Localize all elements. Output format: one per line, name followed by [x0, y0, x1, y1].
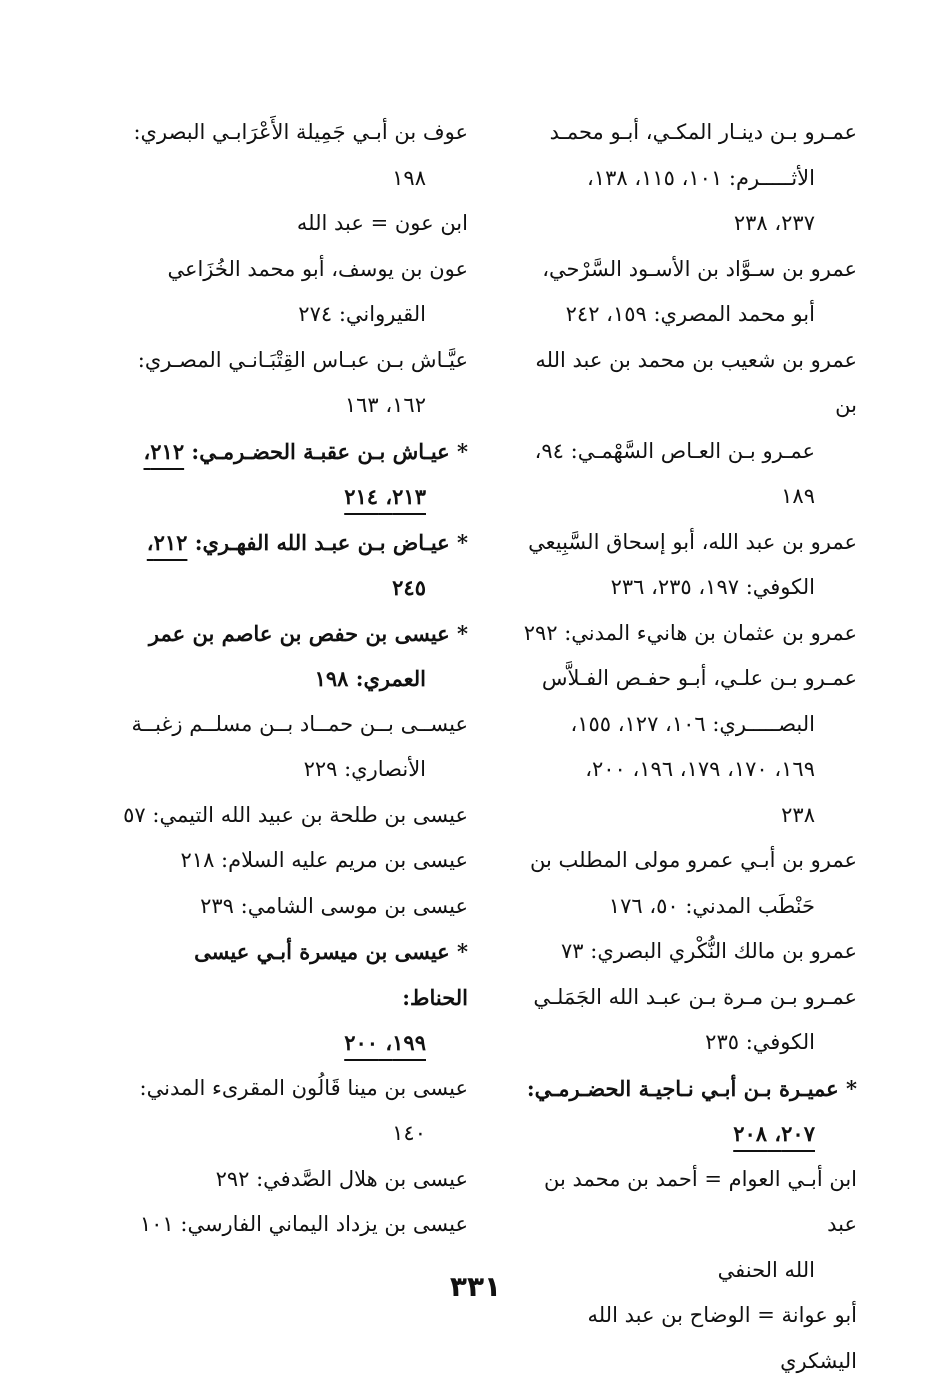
index-entry — [123, 338, 468, 429]
page-number: ٣٣١ — [449, 1270, 502, 1303]
index-column-right — [512, 110, 857, 1384]
entry-heading: عيسى بن طلحة بن عبيد الله التيمي: ٥٧ — [123, 802, 468, 827]
entry-continuation: ٢٠٧، ٢٠٨ — [733, 1121, 815, 1146]
entry-continuation: حَنْطَب المدني: ٥٠، ١٧٦ — [608, 893, 815, 918]
entry-heading: ابن أبـي العوام = أحمد بن محمد بن عبد — [544, 1166, 857, 1236]
entry-heading: عيســى بــن حمــاد بــن مسلــم زغبــة — [131, 711, 468, 736]
entry-continuation: ٢١٣، ٢١٤ — [344, 484, 426, 509]
entry-heading: عمـرو بـن علـي، أبـو حفـص الفـلاَّس — [541, 666, 857, 690]
index-entry — [123, 884, 468, 930]
index-entry — [512, 338, 857, 520]
entry-heading: ابن عون = عبد الله — [296, 211, 468, 235]
entry-heading: عون بن يوسف، أبو محمد الخُزَاعي — [167, 256, 468, 281]
entry-heading: عمـرو بـن مـرة بـن عبـد الله الجَمَلـي — [533, 984, 857, 1009]
index-entry — [512, 1293, 857, 1384]
index-entry — [123, 702, 468, 793]
entry-continuation: ١٦٢، ١٦٣ — [344, 393, 426, 417]
index-entry — [123, 110, 468, 201]
index-entry — [512, 110, 857, 247]
entry-heading: عمرو بن مالك النُّكْري البصري: ٧٣ — [561, 939, 857, 963]
entry-continuation: ٢٣٧، ٢٣٨ — [733, 211, 815, 235]
entry-heading: عيسى بن يزداد اليماني الفارسي: ١٠١ — [139, 1212, 468, 1236]
index-entry — [512, 975, 857, 1066]
index-entry — [123, 838, 468, 884]
entry-heading: * عيـاض بـن عبـد الله الفهـري: ٢١٢، — [146, 529, 468, 555]
index-entry — [123, 793, 468, 839]
entry-heading: عيسى بن هلال الصَّدفي: ٢٩٢ — [215, 1166, 468, 1191]
entry-continuation: ١٩٨ — [392, 165, 426, 190]
entry-heading: عمـرو بـن دينـار المكـي، أبـو محمـد — [549, 120, 857, 144]
entry-continuation: الله الحنفي — [717, 1257, 815, 1282]
entry-heading: عيسى بن مينا قَالُون المقرىء المدني: — [139, 1075, 468, 1100]
entry-heading: أبو عوانة = الوضاح بن عبد الله اليشكري — [587, 1303, 857, 1373]
entry-heading: عمرو بن سـوَّاد بن الأسـود السَّرْحي، — [542, 256, 857, 281]
entry-continuation: ١٨٩ — [781, 484, 815, 508]
entry-heading: عوف بن أبـي جَمِيلة الأَعْرَابـي البصري: — [133, 120, 468, 144]
entry-heading: عيَّـاش بـن عبـاس القِتْبَـانـي المصـري: — [137, 347, 468, 372]
entry-heading: عمرو بن عبد الله، أبو إسحاق السَّبِيعي — [528, 529, 857, 554]
entry-heading: عمرو بن عثمان بن هانيء المدني: ٢٩٢ — [523, 620, 857, 645]
index-entry — [512, 611, 857, 657]
entry-continuation: القيرواني: ٢٧٤ — [298, 302, 426, 326]
entry-continuation: ٢٣٨ — [781, 802, 815, 827]
index-entry — [123, 247, 468, 338]
entry-heading: عيسى بن موسى الشامي: ٢٣٩ — [200, 893, 468, 918]
index-entry — [123, 1157, 468, 1203]
entry-heading: * عيـاش بـن عقبـة الحضـرمـي: ٢١٢، — [143, 438, 468, 464]
entry-continuation: الأثـــــرم: ١٠١، ١١٥، ١٣٨، — [587, 165, 815, 190]
entry-continuation: العمري: ١٩٨ — [314, 666, 426, 691]
entry-continuation: ١٦٩، ١٧٠، ١٧٩، ١٩٦، ٢٠٠، — [585, 757, 815, 781]
index-entry — [123, 429, 468, 520]
entry-continuation: ١٤٠ — [392, 1121, 426, 1145]
entry-heading: عيسى بن مريم عليه السلام: ٢١٨ — [180, 848, 468, 872]
entry-continuation: ٢٤٥ — [392, 575, 426, 600]
entry-continuation: الكوفي: ١٩٧، ٢٣٥، ٢٣٦ — [610, 575, 815, 599]
entry-heading: عمرو بن أبـي عمرو مولى المطلب بن — [529, 848, 857, 872]
index-entry — [512, 929, 857, 975]
entry-continuation: الكوفي: ٢٣٥ — [705, 1030, 815, 1054]
index-entry — [123, 1202, 468, 1248]
index-entry — [123, 929, 468, 1066]
entry-heading: عمرو بن شعيب بن محمد بن عبد الله بن — [535, 347, 857, 417]
index-entry — [123, 201, 468, 247]
index-column-left — [123, 110, 468, 1248]
index-entry — [123, 520, 468, 611]
index-entry — [512, 520, 857, 611]
entry-heading: * عيسى بن حفص بن عاصم بن عمر — [148, 620, 468, 646]
index-entry — [512, 1066, 857, 1157]
entry-continuation: البصـــــري: ١٠٦، ١٢٧، ١٥٥، — [570, 711, 815, 736]
entry-continuation: عمـرو بـن العـاص السَّهْمـي: ٩٤، — [534, 438, 815, 463]
entry-continuation: الأنصاري: ٢٢٩ — [303, 757, 426, 781]
index-entry — [512, 247, 857, 338]
entry-heading: * عميـرة بـن أبـي نـاجيـة الحضـرمـي: — [526, 1075, 857, 1101]
entry-continuation: أبو محمد المصري: ١٥٩، ٢٤٢ — [565, 302, 815, 326]
index-entry — [512, 838, 857, 929]
index-entry — [512, 656, 857, 838]
index-entry — [123, 611, 468, 702]
index-entry — [123, 1066, 468, 1157]
entry-heading: * عيسى بن ميسرة أبـي عيسى الحناط: — [194, 939, 468, 1010]
entry-continuation: ١٩٩، ٢٠٠ — [344, 1030, 426, 1055]
